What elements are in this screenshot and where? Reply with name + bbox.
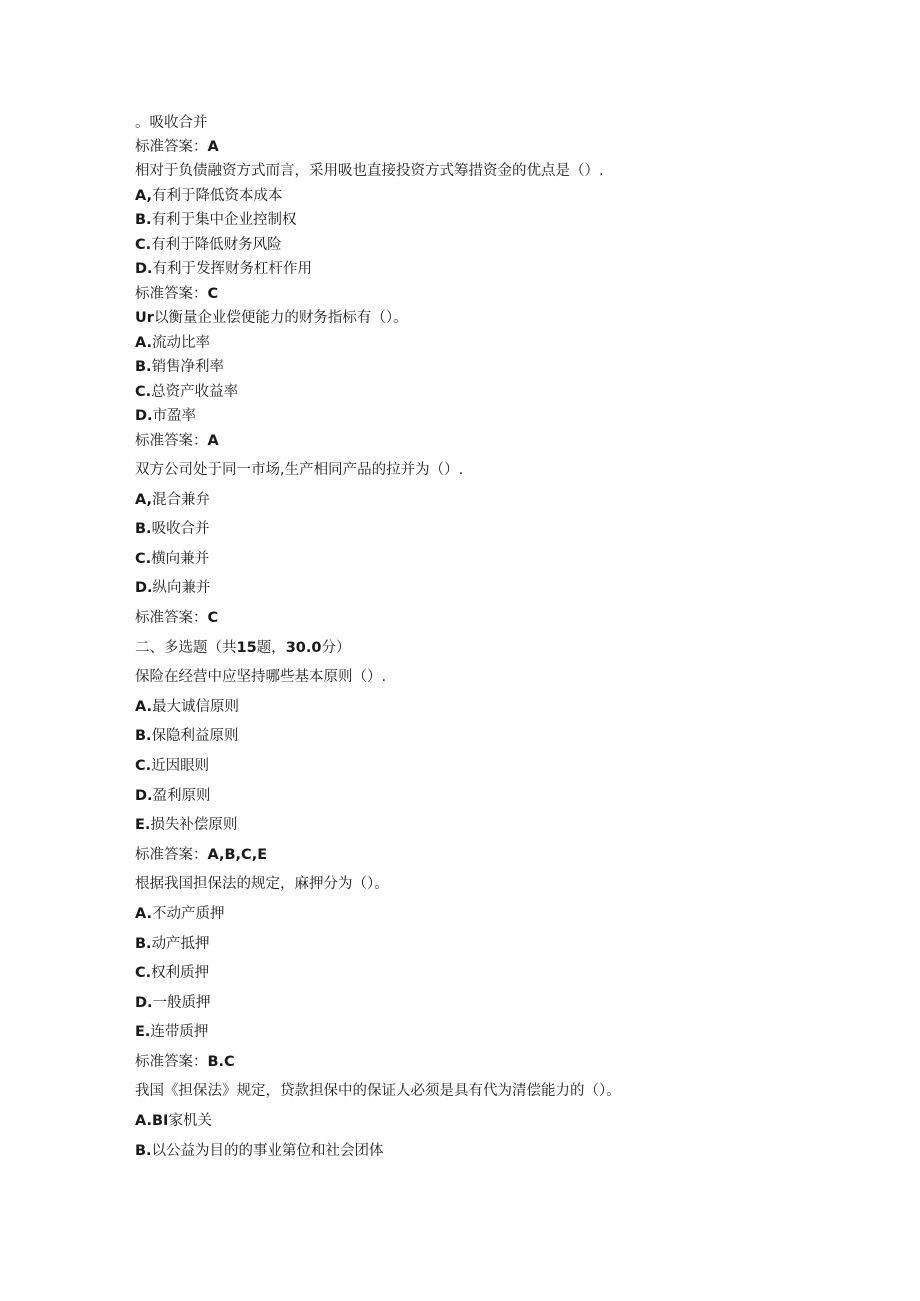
answer-line: [135, 845, 267, 865]
option-letter: C.: [135, 965, 152, 981]
option-letter: E.: [135, 1024, 151, 1040]
question-text: 以衡量企业偿便能力的财务指标有（）。: [153, 310, 408, 326]
option-text: 动产抵押: [151, 936, 210, 952]
question-text: 根据我国担保法的规定，麻押分为（）。: [135, 876, 389, 892]
question-line: [135, 308, 408, 328]
option-line: [135, 1111, 212, 1131]
option-line: [135, 113, 208, 133]
option-text: 有利于集中企业控制权: [151, 212, 297, 228]
answer-line: [135, 284, 218, 304]
option-line: [135, 786, 211, 806]
option-text: 市盈率: [152, 408, 197, 424]
option-letter: B.: [135, 728, 152, 744]
option-letter: B.: [135, 521, 152, 537]
option-letter: C.: [135, 551, 152, 567]
question-text: 相对于负债融资方式而言，采用吸也直接投资方式筹措资金的优点是（）.: [135, 163, 604, 179]
option-letter: D.: [135, 995, 153, 1011]
answer-label: 标准答案：: [135, 610, 208, 626]
option-line: [135, 904, 225, 924]
option-letter: C.: [135, 384, 152, 400]
option-line: [135, 1022, 208, 1042]
answer-label: 标准答案：: [135, 286, 208, 302]
option-letter: A.: [135, 906, 152, 922]
option-line: [135, 549, 209, 569]
question-line: [135, 667, 386, 687]
option-text: 盈利原则: [152, 788, 211, 804]
option-letter: A,: [135, 492, 152, 508]
answer-label: 标准答案：: [135, 433, 208, 449]
option-text: 以公益为目的的事业第位和社会团体: [151, 1143, 384, 1159]
option-line: [135, 406, 196, 426]
option-text: 。吸收合并: [135, 115, 208, 131]
option-line: [135, 697, 239, 717]
option-text: 权利质押: [151, 965, 210, 981]
answer-value: A: [207, 139, 219, 155]
option-letter: D.: [135, 788, 153, 804]
question-text: 我国《担保法》规定，贷款担保中的保证人必须是具有代为清偿能力的（）。: [135, 1083, 621, 1099]
section-line: [135, 638, 350, 658]
option-letter: D.: [135, 580, 153, 596]
option-line: [135, 934, 210, 954]
option-line: [135, 357, 224, 377]
option-text: 一般质押: [152, 995, 211, 1011]
option-text: 吸收合并: [151, 521, 210, 537]
option-line: [135, 1141, 384, 1161]
option-text: 有利于发挥财务杠杆作用: [152, 261, 313, 277]
option-line: [135, 490, 210, 510]
option-text: 横向兼并: [151, 551, 210, 567]
option-line: [135, 993, 211, 1013]
option-line: [135, 333, 210, 353]
question-line: [135, 1081, 621, 1101]
answer-value: C: [207, 610, 219, 626]
answer-line: [135, 137, 219, 157]
option-text: 不动产质押: [152, 906, 225, 922]
option-text: 家机关: [168, 1113, 212, 1129]
answer-value: A: [207, 433, 219, 449]
option-line: [135, 186, 283, 206]
option-line: [135, 815, 237, 835]
answer-label: 标准答案：: [135, 139, 208, 155]
option-text: 有利于降低财务风险: [151, 237, 282, 253]
answer-value: C: [207, 286, 219, 302]
answer-label: 标准答案：: [135, 847, 208, 863]
question-text: 双方公司处于同一市场,生产相同产品的拉并为（）.: [135, 462, 464, 478]
option-text: 销售净利率: [151, 359, 225, 375]
option-line: [135, 382, 238, 402]
option-letter: B.: [135, 936, 152, 952]
question-line: [135, 874, 389, 894]
option-letter: B.: [135, 212, 152, 228]
answer-line: [135, 1052, 235, 1072]
option-letter: A,: [135, 188, 152, 204]
option-line: [135, 578, 211, 598]
option-letter: D.: [135, 261, 153, 277]
answer-value: B.C: [207, 1054, 235, 1070]
option-text: 最大诚信原则: [152, 699, 239, 715]
option-letter: B.: [135, 1143, 152, 1159]
option-text: 损失补偿原则: [150, 817, 238, 833]
answer-line: [135, 608, 218, 628]
option-line: [135, 519, 210, 539]
option-line: [135, 210, 297, 230]
answer-value: A,B,C,E: [207, 847, 268, 863]
option-line: [135, 235, 282, 255]
option-line: [135, 259, 312, 279]
question-line: [135, 161, 604, 181]
option-text: 有利于降低资本成本: [152, 188, 283, 204]
option-letter: D.: [135, 408, 153, 424]
option-letter: C.: [135, 237, 152, 253]
option-letter: E.: [135, 817, 151, 833]
option-letter: C.: [135, 758, 152, 774]
option-text: 混合兼弁: [152, 492, 210, 508]
option-text: 近因眼则: [151, 758, 210, 774]
question-line: [135, 460, 463, 480]
question-text: 保险在经营中应坚持哪些基本原则（）.: [135, 669, 387, 685]
answer-label: 标准答案：: [135, 1054, 208, 1070]
answer-line: [135, 431, 219, 451]
option-text: 保隐利益原则: [151, 728, 239, 744]
option-letter: A.BI: [135, 1113, 169, 1129]
option-line: [135, 963, 209, 983]
option-text: 连带质押: [150, 1024, 209, 1040]
option-letter: B.: [135, 359, 152, 375]
option-text: 纵向兼并: [152, 580, 211, 596]
option-line: [135, 726, 239, 746]
option-text: 流动比率: [152, 335, 210, 351]
option-line: [135, 756, 209, 776]
option-letter: Ur: [135, 310, 154, 326]
option-letter: A.: [135, 335, 152, 351]
section-text: 二、多选题（共15题，30.0分）: [135, 640, 351, 656]
option-letter: A.: [135, 699, 152, 715]
option-text: 总资产收益率: [151, 384, 239, 400]
